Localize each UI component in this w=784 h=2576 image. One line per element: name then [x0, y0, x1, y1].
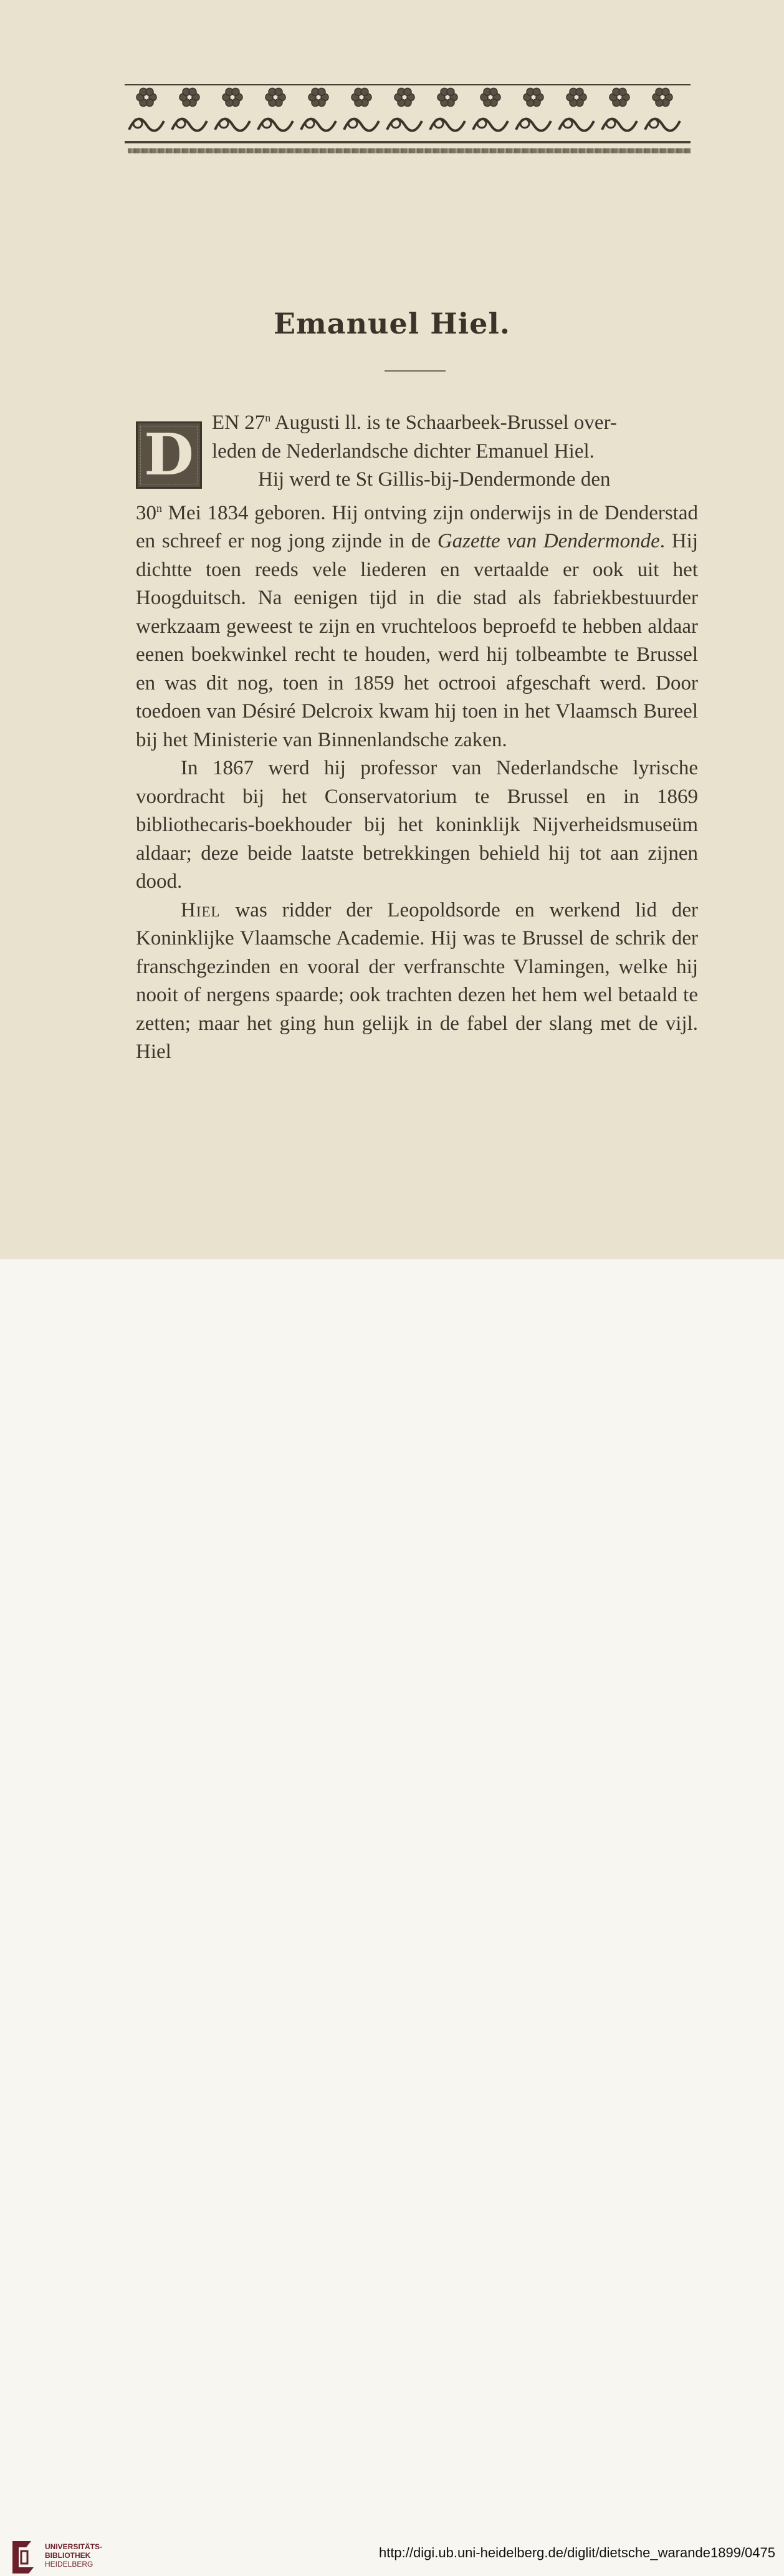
paragraph-2: In 1867 werd hij professor van Nederlandsche lyrische voordracht bij het Conservatorium te Brussel en in 1869 bibliothecaris-boekhouder bij het koninklijk Nijverheidsmuseüm aldaar; deze beide laatste betrekkingen behield hij tot aan zijnen dood. [136, 757, 698, 893]
text-span: EN 27 [212, 411, 265, 434]
floral-ornament-band [125, 80, 691, 146]
source-url[interactable]: http://digi.ub.uni-heidelberg.de/diglit/dietsche_warande1899/0475 [378, 2545, 775, 2560]
library-name-line: UNIVERSITÄTS- [45, 2542, 103, 2551]
title-divider [385, 370, 446, 372]
scanned-page [0, 0, 784, 1259]
ornament-rule [128, 148, 691, 153]
superscript: n [156, 501, 162, 514]
ornament-petal [619, 88, 626, 95]
text-line: leden de Nederlandsche dichter Emanuel Hiel. [212, 440, 595, 463]
text-line [212, 404, 698, 438]
ornament-petal [404, 88, 411, 95]
ornament-petal [533, 88, 540, 95]
text-line: Hij werd te St Gillis-bij-Dendermonde den [258, 468, 611, 491]
italic-span: Gazette van Dendermonde [437, 530, 660, 552]
ornament-petal [318, 88, 325, 95]
ornament-petal [189, 88, 196, 95]
small-caps-name: Hiel [181, 898, 221, 921]
superscript: n [265, 411, 271, 424]
text-span: Augusti ll. is te Schaarbeek-Brussel over- [270, 411, 617, 434]
library-name [45, 2542, 102, 2569]
text-span: was ridder der Leopoldsorde en werkend lid der Koninklijke Vlaamsche Academie. Hij was te Brussel de schrik der franschgezinden en vooral der verfranschte Vlamingen, welke hij nooit of nergens spaarde; ook trachten dezen het hem wel betaald te zetten; maar het ging hun gelijk in de fabel der slang met de vijl. Hiel [136, 898, 698, 1063]
text-span: . Hij dichtte toen reeds vele liederen en vertaalde er ook uit het Hoogduitsch. Na eenigen tijd in die stad als fabriekbestuurder werkzaam geweest te zijn en vruchteloos beproefd te hebben aldaar eenen boekwinkel recht te houden, werd hij tolbeambte te Brussel en was dit nog, toen in 1859 het octrooi afgeschaft werd. Door toedoen van Désiré Delcroix kwam hij toen in het Vlaamsch Bureel bij het Ministerie van Binnenlandsche zaken. [136, 530, 698, 751]
library-name-line: BIBLIOTHEK [45, 2551, 91, 2560]
text-span: Mei 1834 geboren. Hij ontving zijn onderwijs in de Denderstad en schreef er nog jong zijnde in de [136, 501, 698, 552]
page-title: Emanuel Hiel. [274, 307, 510, 340]
ornament-petal [361, 88, 368, 95]
library-logo-icon [9, 2539, 37, 2576]
ornament-petal [447, 88, 454, 95]
ornament-petal [146, 88, 153, 95]
footer-bar [0, 1259, 784, 2569]
library-name-line: HEIDELBERG [45, 2560, 93, 2569]
text-span: 30 [136, 501, 156, 524]
ornament-petal [576, 88, 583, 95]
ornament-petal [275, 88, 282, 95]
body-text [136, 404, 698, 1067]
ornament-petal [490, 88, 497, 95]
paragraph-1 [136, 404, 698, 754]
ornament-petal [232, 88, 239, 95]
dropcap: D [136, 421, 202, 489]
ornament-petal [662, 88, 669, 95]
paragraph-3 [136, 896, 698, 1067]
